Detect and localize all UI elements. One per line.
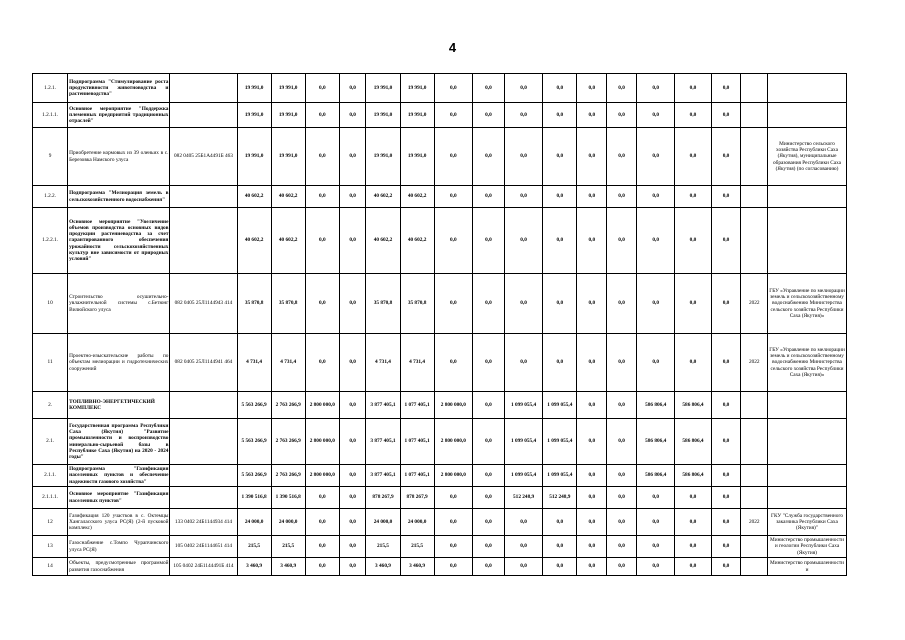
amount-cell: 19 991,0 — [400, 103, 434, 128]
amount-cell: 35 870,8 — [366, 274, 400, 334]
amount-cell: 0,0 — [607, 208, 637, 274]
amount-cell: 215,5 — [271, 536, 305, 558]
amount-cell: 0,0 — [711, 536, 741, 558]
amount-cell: 215,5 — [237, 536, 271, 558]
budget-code — [170, 487, 237, 509]
budget-code: 082 0405 25Б1А4491Б 463 — [170, 128, 237, 186]
amount-cell: 0,0 — [607, 128, 637, 186]
budget-code: 133 0402 24Б1144934 414 — [170, 509, 237, 536]
amount-cell: 0,0 — [472, 465, 504, 487]
amount-cell: 0,0 — [711, 128, 741, 186]
amount-cell: 0,0 — [305, 274, 339, 334]
amount-cell: 0,0 — [577, 465, 607, 487]
amount-cell: 1 077 405,1 — [400, 419, 434, 465]
amount-cell: 0,0 — [339, 419, 366, 465]
year-cell — [741, 392, 768, 419]
amount-cell: 0,0 — [577, 536, 607, 558]
amount-cell: 0,0 — [577, 128, 607, 186]
amount-cell: 0,0 — [577, 103, 607, 128]
table-row — [33, 536, 847, 558]
year-cell — [741, 536, 768, 558]
amount-cell: 0,0 — [637, 558, 675, 576]
table-row — [33, 274, 847, 334]
amount-cell: 40 602,2 — [237, 208, 271, 274]
amount-cell: 0,0 — [434, 274, 472, 334]
amount-cell: 0,0 — [472, 509, 504, 536]
amount-cell: 5 563 266,9 — [237, 419, 271, 465]
amount-cell: 0,0 — [675, 487, 711, 509]
amount-cell: 4 731,4 — [237, 334, 271, 392]
executor-cell: Министерство промышленности и геологии Республики Саха (Якутия) — [768, 536, 847, 558]
amount-cell: 0,0 — [607, 334, 637, 392]
table-row — [33, 103, 847, 128]
amount-cell: 0,0 — [472, 536, 504, 558]
amount-cell: 0,0 — [339, 334, 366, 392]
amount-cell: 1 077 405,1 — [400, 392, 434, 419]
amount-cell: 0,0 — [504, 334, 542, 392]
row-name: Проектно-изыскательские работы по объектам мелиорации и гидротехнических сооружений — [68, 334, 170, 392]
amount-cell: 512 248,9 — [543, 487, 577, 509]
row-name: ТОПЛИВНО-ЭНЕРГЕТИЧЕСКИЙ КОМПЛЕКС — [68, 392, 170, 419]
executor-cell — [768, 487, 847, 509]
amount-cell: 0,0 — [339, 208, 366, 274]
amount-cell: 0,0 — [472, 274, 504, 334]
amount-cell: 1 099 055,4 — [543, 419, 577, 465]
amount-cell: 0,0 — [339, 465, 366, 487]
row-number: 1.2.1.1. — [33, 103, 68, 128]
amount-cell: 0,0 — [339, 392, 366, 419]
row-number: 12 — [33, 509, 68, 536]
amount-cell: 0,0 — [434, 128, 472, 186]
amount-cell: 1 390 516,8 — [237, 487, 271, 509]
amount-cell: 215,5 — [400, 536, 434, 558]
row-number: 1.2.2.1. — [33, 208, 68, 274]
amount-cell: 0,0 — [339, 128, 366, 186]
amount-cell: 0,0 — [637, 186, 675, 208]
amount-cell: 0,0 — [543, 274, 577, 334]
amount-cell: 0,0 — [434, 103, 472, 128]
amount-cell: 24 000,0 — [237, 509, 271, 536]
amount-cell: 0,0 — [305, 186, 339, 208]
budget-code: 082 0405 25Л1144941 464 — [170, 334, 237, 392]
amount-cell: 19 991,0 — [237, 103, 271, 128]
amount-cell: 0,0 — [339, 103, 366, 128]
amount-cell: 4 731,4 — [366, 334, 400, 392]
budget-code — [170, 465, 237, 487]
amount-cell: 0,0 — [472, 128, 504, 186]
year-cell: 2022 — [741, 274, 768, 334]
amount-cell: 0,0 — [637, 334, 675, 392]
budget-code — [170, 74, 237, 103]
executor-cell: ГБУ «Управление по мелиорации земель и сельскохозяйственному водоснабжению Министерства сельского хозяйства Республики Саха (Якутия)» — [768, 274, 847, 334]
amount-cell: 0,0 — [675, 128, 711, 186]
table-row — [33, 208, 847, 274]
amount-cell: 0,0 — [504, 74, 542, 103]
amount-cell: 0,0 — [711, 208, 741, 274]
amount-cell: 0,0 — [434, 509, 472, 536]
amount-cell: 0,0 — [305, 334, 339, 392]
amount-cell: 0,0 — [543, 509, 577, 536]
amount-cell: 35 870,8 — [237, 274, 271, 334]
amount-cell: 5 563 266,9 — [237, 392, 271, 419]
amount-cell: 0,0 — [305, 74, 339, 103]
table-row — [33, 74, 847, 103]
amount-cell: 0,0 — [339, 74, 366, 103]
page-number: 4 — [448, 40, 457, 55]
amount-cell: 19 991,0 — [271, 128, 305, 186]
amount-cell: 0,0 — [504, 186, 542, 208]
amount-cell: 1 099 055,4 — [504, 465, 542, 487]
amount-cell: 0,0 — [607, 419, 637, 465]
amount-cell: 2 800 000,0 — [434, 392, 472, 419]
amount-cell: 0,0 — [637, 509, 675, 536]
amount-cell: 586 806,4 — [675, 465, 711, 487]
budget-table — [32, 73, 847, 576]
row-name: Газификация 120 участков в с. Октемцы Хангаласского улуса РС(Я) (2-й пусковой комплекс) — [68, 509, 170, 536]
amount-cell: 878 267,9 — [400, 487, 434, 509]
amount-cell: 19 991,0 — [366, 103, 400, 128]
amount-cell: 0,0 — [607, 274, 637, 334]
amount-cell: 0,0 — [675, 536, 711, 558]
amount-cell: 0,0 — [607, 487, 637, 509]
amount-cell: 40 602,2 — [366, 208, 400, 274]
amount-cell: 0,0 — [577, 509, 607, 536]
amount-cell: 19 991,0 — [400, 74, 434, 103]
amount-cell: 0,0 — [543, 186, 577, 208]
amount-cell: 0,0 — [543, 128, 577, 186]
row-number: 11 — [33, 334, 68, 392]
amount-cell: 0,0 — [543, 103, 577, 128]
year-cell — [741, 103, 768, 128]
amount-cell: 0,0 — [305, 128, 339, 186]
amount-cell: 19 991,0 — [237, 128, 271, 186]
amount-cell: 0,0 — [305, 558, 339, 576]
amount-cell: 1 390 516,8 — [271, 487, 305, 509]
amount-cell: 0,0 — [305, 208, 339, 274]
row-number: 2.1. — [33, 419, 68, 465]
amount-cell: 0,0 — [675, 334, 711, 392]
amount-cell: 0,0 — [577, 208, 607, 274]
amount-cell: 0,0 — [339, 487, 366, 509]
amount-cell: 3 460,9 — [366, 558, 400, 576]
row-number: 1.2.1. — [33, 74, 68, 103]
executor-cell: ГБУ «Управление по мелиорации земель и сельскохозяйственному водоснабжению Министерства сельского хозяйства Республики Саха (Якутия)» — [768, 334, 847, 392]
amount-cell: 0,0 — [637, 208, 675, 274]
amount-cell: 0,0 — [543, 334, 577, 392]
amount-cell: 0,0 — [607, 392, 637, 419]
executor-cell — [768, 465, 847, 487]
row-name: Основное мероприятие "Газификация населенных пунктов" — [68, 487, 170, 509]
amount-cell: 3 877 405,1 — [366, 419, 400, 465]
amount-cell: 0,0 — [305, 536, 339, 558]
amount-cell: 4 731,4 — [400, 334, 434, 392]
amount-cell: 0,0 — [577, 274, 607, 334]
row-number: 13 — [33, 536, 68, 558]
amount-cell: 0,0 — [504, 103, 542, 128]
executor-cell — [768, 419, 847, 465]
amount-cell: 19 991,0 — [366, 128, 400, 186]
row-name: Подпрограмма "Мелиорация земель в сельскохозяйственного водоснабжения" — [68, 186, 170, 208]
table-row — [33, 558, 847, 576]
executor-cell: ГКУ "Служба государственного заказчика Республики Саха (Якутия)" — [768, 509, 847, 536]
row-name: Строительство осушительно-увлажнительной системы с.Бетюнг Вилюйского улуса — [68, 274, 170, 334]
budget-code: 105 0402 24Б1144491Б 414 — [170, 558, 237, 576]
table-row — [33, 186, 847, 208]
year-cell — [741, 208, 768, 274]
year-cell: 2022 — [741, 509, 768, 536]
amount-cell: 0,0 — [504, 509, 542, 536]
amount-cell: 2 800 000,0 — [434, 465, 472, 487]
row-name: Подпрограмма "Газификация населенных пунктов и обеспечение надежности газового хозяйства" — [69, 466, 169, 485]
amount-cell: 0,0 — [637, 274, 675, 334]
amount-cell: 0,0 — [472, 186, 504, 208]
amount-cell: 3 877 405,1 — [366, 392, 400, 419]
amount-cell: 0,0 — [577, 487, 607, 509]
amount-cell: 0,0 — [637, 487, 675, 509]
amount-cell: 0,0 — [711, 392, 741, 419]
table-row — [33, 419, 847, 465]
row-name: Объекты, предусмотренные программой развития газоснабжения — [68, 558, 170, 576]
row-number: 14 — [33, 558, 68, 576]
table-row — [33, 334, 847, 392]
amount-cell: 2 763 266,9 — [271, 419, 305, 465]
amount-cell: 0,0 — [434, 487, 472, 509]
row-number: 9 — [33, 128, 68, 186]
amount-cell: 0,0 — [339, 536, 366, 558]
amount-cell: 0,0 — [607, 536, 637, 558]
amount-cell: 5 563 266,9 — [237, 465, 271, 487]
amount-cell: 40 602,2 — [237, 186, 271, 208]
amount-cell: 0,0 — [472, 487, 504, 509]
amount-cell: 0,0 — [711, 186, 741, 208]
amount-cell: 586 806,4 — [637, 392, 675, 419]
amount-cell: 0,0 — [607, 186, 637, 208]
executor-cell — [768, 186, 847, 208]
amount-cell: 586 806,4 — [637, 419, 675, 465]
amount-cell: 1 099 055,4 — [504, 419, 542, 465]
amount-cell: 0,0 — [305, 509, 339, 536]
amount-cell: 0,0 — [472, 558, 504, 576]
amount-cell: 0,0 — [472, 74, 504, 103]
amount-cell: 0,0 — [637, 74, 675, 103]
amount-cell: 0,0 — [711, 419, 741, 465]
amount-cell: 24 000,0 — [366, 509, 400, 536]
table-row — [33, 509, 847, 536]
amount-cell: 24 000,0 — [271, 509, 305, 536]
amount-cell: 1 099 055,4 — [543, 465, 577, 487]
amount-cell: 0,0 — [675, 208, 711, 274]
amount-cell: 0,0 — [434, 186, 472, 208]
amount-cell: 0,0 — [434, 536, 472, 558]
amount-cell: 0,0 — [675, 274, 711, 334]
amount-cell: 0,0 — [711, 103, 741, 128]
amount-cell: 0,0 — [543, 536, 577, 558]
amount-cell: 0,0 — [675, 74, 711, 103]
row-number: 1.2.2. — [33, 186, 68, 208]
amount-cell: 0,0 — [711, 74, 741, 103]
amount-cell: 0,0 — [607, 74, 637, 103]
amount-cell: 19 991,0 — [366, 74, 400, 103]
amount-cell: 2 800 000,0 — [434, 419, 472, 465]
row-name: Основное мероприятие "Увеличение объемов производства основных видов продукции растениеводства за счет гарантированного обеспечения урожайности сельскохозяйственных культур вне зависимости от природных условий" — [68, 208, 170, 274]
amount-cell: 2 800 000,0 — [305, 419, 339, 465]
executor-cell — [768, 208, 847, 274]
amount-cell: 0,0 — [504, 536, 542, 558]
amount-cell: 3 460,9 — [237, 558, 271, 576]
amount-cell: 0,0 — [711, 487, 741, 509]
amount-cell: 1 099 055,4 — [504, 392, 542, 419]
year-cell — [741, 128, 768, 186]
amount-cell: 586 806,4 — [637, 465, 675, 487]
executor-cell — [768, 103, 847, 128]
amount-cell: 0,0 — [711, 465, 741, 487]
year-cell — [741, 465, 768, 487]
budget-code: 082 0405 25Л1144943 414 — [170, 274, 237, 334]
year-cell — [741, 74, 768, 103]
amount-cell: 2 800 000,0 — [305, 392, 339, 419]
amount-cell: 40 602,2 — [400, 208, 434, 274]
executor-cell — [768, 74, 847, 103]
amount-cell: 40 602,2 — [271, 186, 305, 208]
executor-cell — [768, 392, 847, 419]
amount-cell: 4 731,4 — [271, 334, 305, 392]
amount-cell: 0,0 — [339, 558, 366, 576]
amount-cell: 0,0 — [607, 509, 637, 536]
amount-cell: 0,0 — [577, 392, 607, 419]
amount-cell: 35 870,8 — [400, 274, 434, 334]
amount-cell: 1 099 055,4 — [543, 392, 577, 419]
amount-cell: 0,0 — [543, 558, 577, 576]
amount-cell: 0,0 — [472, 103, 504, 128]
amount-cell: 0,0 — [577, 186, 607, 208]
amount-cell: 0,0 — [305, 487, 339, 509]
budget-code — [170, 419, 237, 465]
year-cell: 2022 — [741, 334, 768, 392]
amount-cell: 3 460,9 — [400, 558, 434, 576]
amount-cell: 0,0 — [504, 558, 542, 576]
amount-cell: 40 602,2 — [400, 186, 434, 208]
amount-cell: 215,5 — [366, 536, 400, 558]
budget-code — [170, 103, 237, 128]
amount-cell: 0,0 — [675, 509, 711, 536]
amount-cell: 512 248,9 — [504, 487, 542, 509]
budget-code: 105 0402 24Б1144651 414 — [170, 536, 237, 558]
year-cell — [741, 558, 768, 576]
amount-cell: 586 806,4 — [675, 392, 711, 419]
amount-cell: 3 460,9 — [271, 558, 305, 576]
row-number: 2.1.1.1. — [33, 487, 68, 509]
amount-cell: 2 800 000,0 — [305, 465, 339, 487]
amount-cell: 0,0 — [711, 274, 741, 334]
amount-cell: 19 991,0 — [400, 128, 434, 186]
amount-cell: 0,0 — [637, 536, 675, 558]
amount-cell: 0,0 — [577, 334, 607, 392]
amount-cell: 0,0 — [504, 274, 542, 334]
row-name: Подпрограмма "Стимулирование роста продуктивности животноводства и растениеводства" — [68, 74, 170, 103]
row-number: 2. — [33, 392, 68, 419]
amount-cell: 0,0 — [675, 186, 711, 208]
amount-cell: 0,0 — [339, 509, 366, 536]
year-cell — [741, 186, 768, 208]
row-name: Государственная программа Республики Саха (Якутия) "Развитие промышленности и воспроизводство минерально-сырьевой базы в Республике Саха (Якутия) на 2020 - 2024 годы" — [68, 419, 170, 465]
amount-cell: 0,0 — [339, 186, 366, 208]
amount-cell: 0,0 — [711, 509, 741, 536]
amount-cell: 0,0 — [472, 419, 504, 465]
row-name: Приобретение кормовых из 39 оленьих в с. Березовка Намского улуса — [68, 128, 170, 186]
amount-cell: 0,0 — [434, 74, 472, 103]
row-name: Газоснабжение с.Томпо Чурапчинского улуса РС(Я) — [68, 536, 170, 558]
row-number: 10 — [33, 274, 68, 334]
budget-code — [170, 186, 237, 208]
row-number: 2.1.1. — [33, 465, 68, 487]
amount-cell: 0,0 — [472, 334, 504, 392]
amount-cell: 0,0 — [577, 419, 607, 465]
amount-cell: 0,0 — [543, 74, 577, 103]
row-name: Основное мероприятие "Поддержка племенных предприятий традиционных отраслей" — [68, 103, 170, 128]
amount-cell: 0,0 — [607, 465, 637, 487]
amount-cell: 0,0 — [711, 334, 741, 392]
amount-cell: 0,0 — [637, 128, 675, 186]
amount-cell: 0,0 — [434, 334, 472, 392]
year-cell — [741, 487, 768, 509]
amount-cell: 0,0 — [543, 208, 577, 274]
executor-cell: Министерство промышленности и — [768, 558, 847, 576]
amount-cell: 19 991,0 — [237, 74, 271, 103]
year-cell — [741, 419, 768, 465]
amount-cell: 586 806,4 — [675, 419, 711, 465]
amount-cell: 2 763 266,9 — [271, 465, 305, 487]
amount-cell: 0,0 — [472, 208, 504, 274]
table-row — [33, 487, 847, 509]
amount-cell: 0,0 — [607, 103, 637, 128]
executor-cell: Министерство сельского хозяйства Республики Саха (Якутия), муниципальные образования Республики Саха (Якутия) (по согласованию) — [768, 128, 847, 186]
amount-cell: 878 267,9 — [366, 487, 400, 509]
table-row — [33, 392, 847, 419]
amount-cell: 0,0 — [675, 558, 711, 576]
amount-cell: 0,0 — [607, 558, 637, 576]
amount-cell: 40 602,2 — [271, 208, 305, 274]
amount-cell: 0,0 — [434, 558, 472, 576]
amount-cell: 0,0 — [577, 558, 607, 576]
table-row — [33, 465, 847, 487]
amount-cell: 0,0 — [504, 128, 542, 186]
amount-cell: 19 991,0 — [271, 74, 305, 103]
amount-cell: 1 077 405,1 — [400, 465, 434, 487]
budget-code — [170, 392, 237, 419]
amount-cell: 2 763 266,9 — [271, 392, 305, 419]
amount-cell: 19 991,0 — [271, 103, 305, 128]
amount-cell: 0,0 — [434, 208, 472, 274]
amount-cell: 0,0 — [504, 208, 542, 274]
amount-cell: 0,0 — [339, 274, 366, 334]
budget-code — [170, 208, 237, 274]
amount-cell: 3 877 405,1 — [366, 465, 400, 487]
amount-cell: 0,0 — [675, 103, 711, 128]
amount-cell: 0,0 — [637, 103, 675, 128]
amount-cell: 0,0 — [577, 74, 607, 103]
amount-cell: 40 602,2 — [366, 186, 400, 208]
amount-cell: 0,0 — [472, 392, 504, 419]
amount-cell: 0,0 — [711, 558, 741, 576]
table-row — [33, 128, 847, 186]
amount-cell: 0,0 — [305, 103, 339, 128]
amount-cell: 24 000,0 — [400, 509, 434, 536]
amount-cell: 35 870,8 — [271, 274, 305, 334]
